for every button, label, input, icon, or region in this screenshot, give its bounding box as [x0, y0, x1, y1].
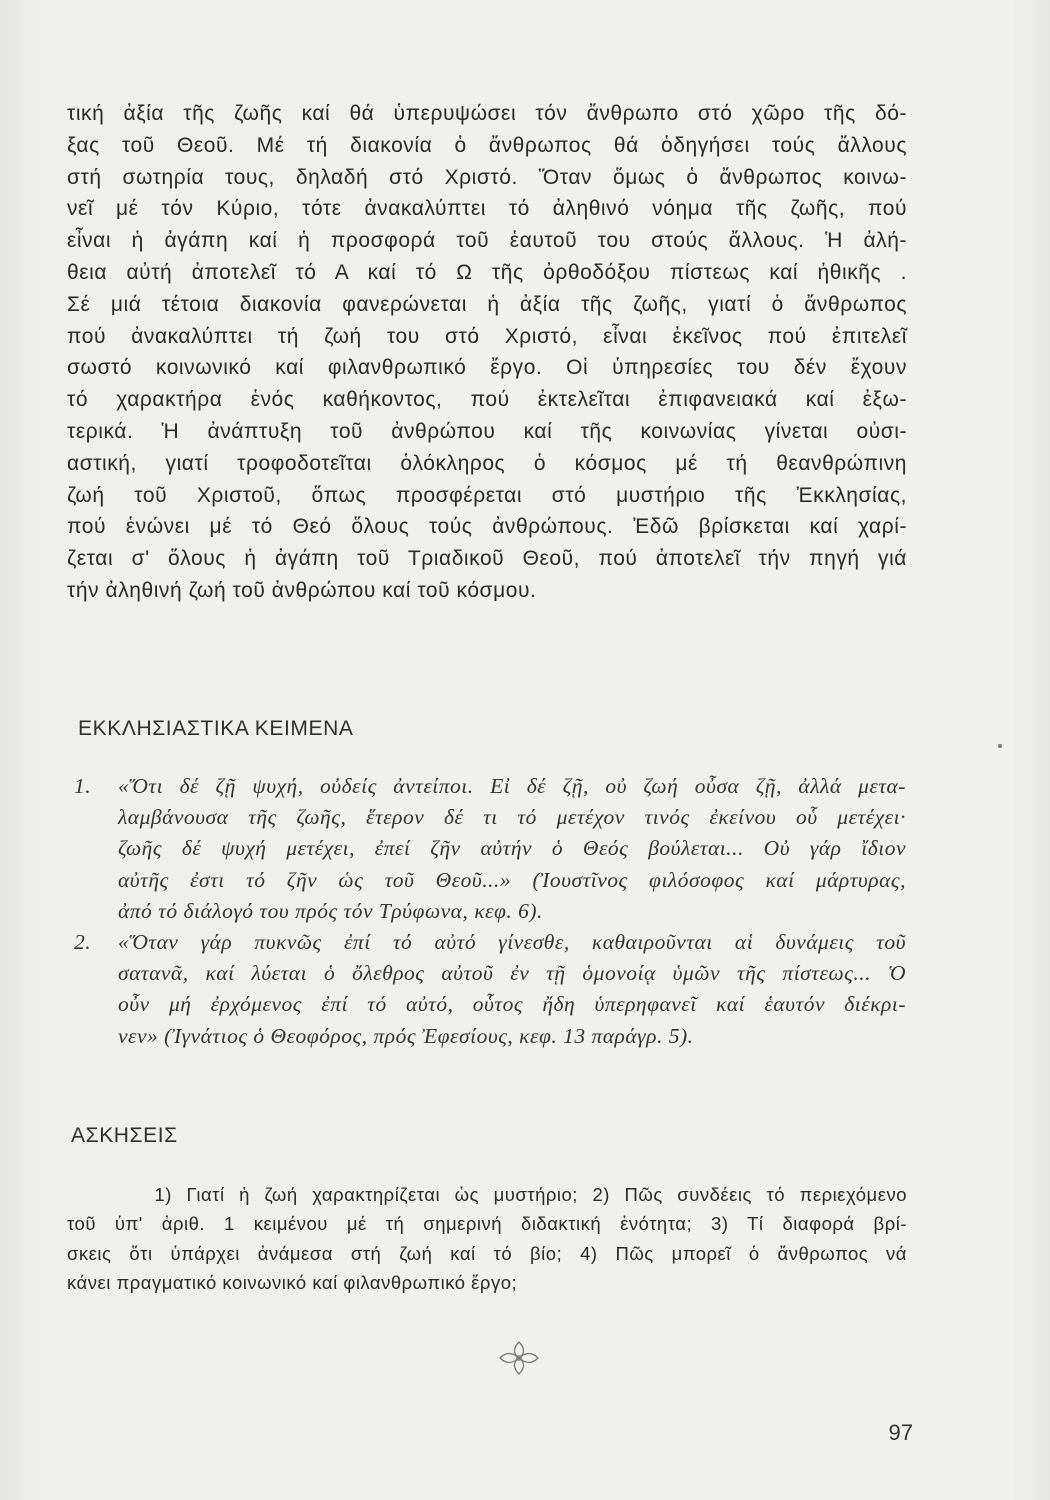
body-line: πού ἑνώνει μέ τό Θεό ὅλους τούς ἀνθρώπους. Ἐδῶ βρίσκεται καί χαρί- — [67, 515, 907, 539]
exercises-paragraph — [67, 1180, 907, 1297]
body-line: αστική, γιατί τροφοδοτεῖται ὁλόκληρος ὁ κόσμος μέ τή θεανθρώπινη — [67, 451, 907, 475]
body-line: νεῖ μέ τόν Κύριο, τότε ἀνακαλύπτει τό ἀληθινό νόημα τῆς ζωῆς, πού — [67, 197, 907, 221]
quote-line: οὖν μή ἐρχόμενος ἐπί τό αὐτό, οὗτος ἤδη ὑπερηφανεῖ καί ἑαυτόν διέκρι- — [118, 992, 906, 1017]
body-line: πού ἀνακαλύπτει τή ζωή του στό Χριστό, εἶναι ἐκεῖνος πού ἐπιτελεῖ — [67, 324, 907, 348]
body-line: ζεται σ' ὅλους ἡ ἀγάπη τοῦ Τριαδικοῦ Θεοῦ, πού ἀποτελεῖ τήν πηγή γιά — [67, 547, 907, 571]
quote-line: αὐτῆς ἐστι τό ζῆν ὡς τοῦ Θεοῦ...» (Ἰουστῖνος φιλόσοφος καί μάρτυρας, — [118, 867, 906, 892]
quote-2 — [74, 927, 906, 1052]
exercise-line: σκεις ὅτι ὑπάρχει ἀνάμεσα στή ζωή καί τό βίο; 4) Πῶς μπορεῖ ὁ ἄνθρωπος νά — [67, 1242, 907, 1264]
exercise-line: τοῦ ὑπ' ἀριθ. 1 κειμένου μέ τή σημερινή διδακτική ἑνότητα; 3) Τί διαφορά βρί- — [67, 1213, 907, 1235]
body-line: σωστό κοινωνικό καί φιλανθρωπικό ἔργο. Οἱ ὑπηρεσίες του δέν ἔχουν — [67, 356, 907, 380]
church-texts — [74, 771, 906, 1052]
quote-line: λαμβάνουσα τῆς ζωῆς, ἕτερον δέ τι τό μετέχον τινός ἐκείνου οὗ μετέχει· — [118, 805, 906, 830]
stray-dot — [998, 744, 1002, 748]
section-heading: ΕΚΚΛΗΣΙΑΣΤΙΚΑ ΚΕΙΜΕΝΑ — [78, 717, 354, 740]
exercises-heading: ΑΣΚΗΣΕΙΣ — [71, 1124, 178, 1147]
quote-number: 2. — [74, 930, 92, 955]
exercise-line: κάνει πραγματικό κοινωνικό καί φιλανθρωπικό ἔργο; — [67, 1271, 518, 1293]
quote-line: σατανᾶ, καί λύεται ὁ ὄλεθρος αὐτοῦ ἐν τῇ ὁμονοίᾳ ὑμῶν τῆς πίστεως... Ὁ — [118, 961, 906, 986]
body-line: Σέ μιά τέτοια διακονία φανερώνεται ἡ ἀξία τῆς ζωῆς, γιατί ὁ ἄνθρωπος — [67, 292, 907, 316]
body-line: ζωή τοῦ Χριστοῦ, ὅπως προσφέρεται στό μυστήριο τῆς Ἐκκλησίας, — [67, 483, 907, 507]
body-line: εἶναι ἡ ἀγάπη καί ἡ προσφορά τοῦ ἑαυτοῦ του στούς ἄλλους. Ἡ ἀλή- — [67, 229, 907, 253]
quote-line: ζωῆς δέ ψυχή μετέχει, ἐπεί ζῆν αὐτήν ὁ Θεός βούλεται... Οὐ γάρ ἴδιον — [118, 836, 906, 861]
quote-line: νεν» (Ἰγνάτιος ὁ Θεοφόρος, πρός Ἐφεσίους, κεφ. 13 παράγρ. 5). — [118, 1023, 694, 1048]
quote-number: 1. — [74, 774, 92, 798]
body-line: τική ἀξία τῆς ζωῆς καί θά ὑπερυψώσει τόν ἄνθρωπο στό χῶρο τῆς δό- — [67, 102, 907, 125]
page-number: 97 — [888, 1420, 913, 1445]
body-line: τερικά. Ἡ ἀνάπτυξη τοῦ ἀνθρώπου καί τῆς κοινωνίας γίνεται οὐσι- — [67, 419, 907, 443]
body-line: θεια αὐτή ἀποτελεῖ τό Α καί τό Ω τῆς ὀρθοδόξου πίστεως καί ἠθικῆς . — [67, 260, 907, 284]
floral-ornament-icon — [496, 1338, 542, 1378]
body-line: στή σωτηρία τους, δηλαδή στό Χριστό. Ὅταν ὅμως ὁ ἄνθρωπος κοινω- — [67, 165, 907, 189]
quote-line: ἀπό τό διάλογό του πρός τόν Τρύφωνα, κεφ. 6). — [118, 898, 543, 923]
quote-line: «Ὅτι δέ ζῇ ψυχή, οὐδείς ἀντείποι. Εἰ δέ ζῇ, οὐ ζωή οὖσα ζῇ, ἀλλά μετα- — [118, 774, 906, 798]
body-line: ξας τοῦ Θεοῦ. Μέ τή διακονία ὁ ἄνθρωπος θά ὁδηγήσει τούς ἄλλους — [67, 133, 907, 157]
quote-line: «Ὅταν γάρ πυκνῶς ἐπί τό αὐτό γίνεσθε, καθαιροῦνται αἱ δυνάμεις τοῦ — [118, 930, 906, 955]
quote-1 — [74, 771, 906, 927]
body-line: τό χαρακτήρα ἑνός καθήκοντος, πού ἐκτελεῖται ἐπιφανειακά καί ἐξω- — [67, 388, 907, 412]
main-paragraph — [67, 98, 907, 607]
body-line: τήν ἀληθινή ζωή τοῦ ἀνθρώπου καί τοῦ κόσμου. — [67, 578, 537, 602]
exercise-line: 1) Γιατί ἡ ζωή χαρακτηρίζεται ὡς μυστήριο; 2) Πῶς συνδέεις τό περιεχόμενο — [67, 1184, 907, 1205]
